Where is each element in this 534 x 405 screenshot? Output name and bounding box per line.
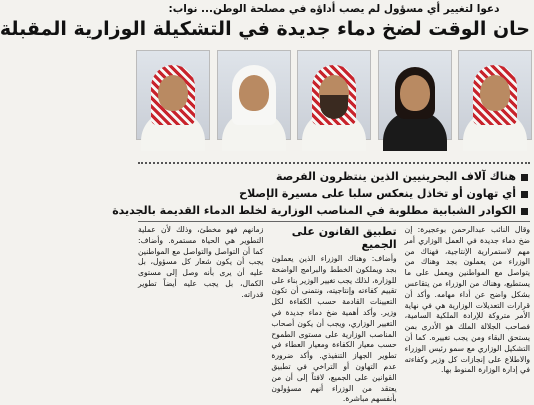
column-3 [138, 225, 263, 397]
column-text: وقال النائب عبدالرحمن بوعجيرة: إن ضخ دماء جديدة في العمل الوزاري أمر مهم لاستمرارية الإنتاجية، فهناك من الوزراء من يعملون بجد وهناك من يتواصل مع المواطنين ويعمل على ما يستطيع، وهناك من الوزراء من يتقاعس بشكل واضح عن أداء مهامه. وأكد أن قرارات التعديلات الوزارية هي في نهاية الأمر متروكة للإرادة الملكية السامية، فصاحب الجلالة الملك هو الأدرى بمن يستحق البقاء ومن يجب تغييره. كما أن التشكيل الوزاري مع سمو رئيس الوزراء والاطلاع على إنجازات كل وزير وكفاءته في إدارة الوزارة المنوط بها. [404, 225, 530, 375]
article-body [138, 225, 530, 404]
photo-3 [297, 50, 371, 158]
photo-1 [136, 50, 210, 158]
portrait-image [378, 50, 452, 140]
column-text: وأضاف: وهناك الوزراء الذين يعملون بجد ويملكون الخطط والبرامج الواضحة للوزارة، لذلك يجب تغيير الوزير بناء على تقييم كفاءته وإنتاجيته، ونتمنى أن تكون التعيينات القادمة حسب الكفاءة لكل وزير. وأكد أهمية ضخ دماء جديدة في التغيير الوزاري، ويجب أن يكون أصحاب المناصب الوزارية على مستوى الطموح حسب معيار الكفاءة ومعيار العطاء في تطوير الجهاز التنفيذي. وأكد ضرورة عدم التهاون أو التراخي في تطبيق القوانين على الجميع، لافتاً إلى أن من يعتقد من الوزراء أنهم مسؤولون بأنفسهم مباشرة. [271, 254, 397, 404]
column-1 [405, 225, 530, 397]
square-bullet-icon [521, 174, 528, 181]
portrait-image [458, 50, 532, 140]
photo-5 [458, 50, 532, 158]
square-bullet-icon [521, 208, 528, 215]
bullet-line-3 [112, 204, 528, 217]
portrait-image [217, 50, 291, 140]
kicker-line: دعوا لتغيير أي مسؤول لم يصب أداؤه في مصلحة الوطن... نواب: [168, 3, 500, 15]
photo-strip [136, 50, 532, 158]
column-text: زمانهم فهو مخطئ، وذلك لأن عملية التطوير هي الحياة مستمرة. وأضاف: كما أن التواصل والتواصل مع المواطنين يجب أن يكون شعار كل مسؤول، بل عليه أن يرى بأنه وصل إلى مستوى الكمال، بل يجب عليه أيضاً تطوير قدراته. [138, 225, 264, 299]
photo-4 [378, 50, 452, 158]
section-divider [138, 221, 530, 222]
bullet-line-2 [140, 187, 528, 200]
column-2 [271, 225, 397, 404]
portrait-image [297, 50, 371, 140]
dotted-divider [138, 162, 530, 166]
photo-2 [217, 50, 291, 158]
bullet-text: الكوادر الشبابية مطلوبة في المناصب الوزارية لخلط الدماء القديمة بالجديدة [112, 204, 516, 217]
square-bullet-icon [521, 191, 528, 198]
column-subhead: تطبيق القانون على الجميع [291, 225, 397, 251]
main-headline: حان الوقت لضخ دماء جديدة في التشكيلة الوزارية المقبلة [0, 18, 530, 40]
bullet-line-1 [140, 170, 528, 183]
bullet-text: أي تهاون أو تخاذل ينعكس سلبا على مسيرة الإصلاح [239, 187, 516, 200]
bullet-text: هناك آلاف البحرينيين الذين ينتظرون الفرصة [275, 170, 516, 183]
portrait-image [136, 50, 210, 140]
